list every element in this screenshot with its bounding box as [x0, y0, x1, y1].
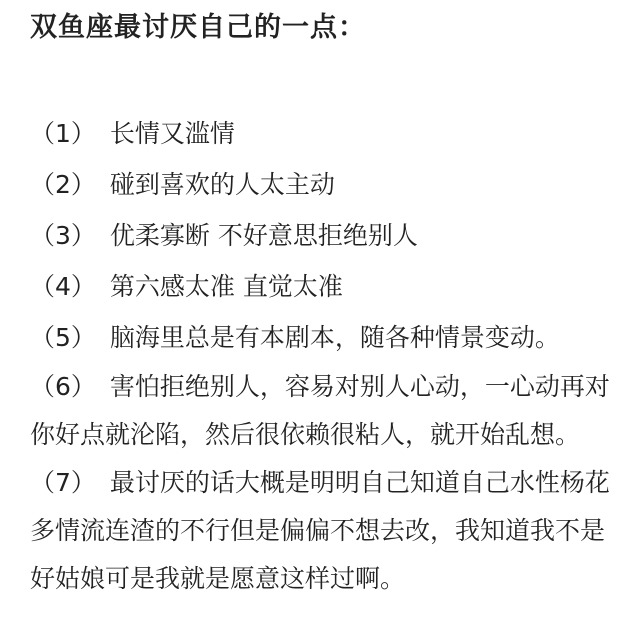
item-number: （5） [30, 323, 96, 352]
list-item [30, 312, 612, 363]
item-number: （4） [30, 272, 96, 301]
item-text: 碰到喜欢的人太主动 [109, 170, 335, 199]
item-text: 长情又滥情 [109, 119, 235, 148]
item-number: （1） [30, 119, 96, 148]
item-number: （2） [30, 170, 96, 199]
item-list [30, 108, 612, 603]
item-text: 脑海里总是有本剧本，随各种情景变动。 [109, 323, 560, 352]
item-number: （3） [30, 221, 96, 250]
item-text: 最讨厌的话大概是明明自己知道自己水性杨花多情流连渣的不行但是偏偏不想去改，我知道我不是好姑娘可是我就是愿意这样过啊。 [30, 468, 610, 593]
item-text: 第六感太准 直觉太准 [109, 272, 343, 301]
item-text: 优柔寡断 不好意思拒绝别人 [109, 221, 418, 250]
list-item [30, 459, 612, 603]
item-number: （7） [30, 468, 96, 497]
item-text: 害怕拒绝别人，容易对别人心动，一心动再对你好点就沦陷，然后很依赖很粘人，就开始乱想。 [30, 372, 610, 449]
list-item [30, 159, 612, 210]
list-item [30, 363, 612, 459]
list-item [30, 108, 612, 159]
item-number: （6） [30, 372, 96, 401]
document-title: 双鱼座最讨厌自己的一点： [30, 12, 366, 43]
list-item [30, 261, 612, 312]
list-item [30, 210, 612, 261]
